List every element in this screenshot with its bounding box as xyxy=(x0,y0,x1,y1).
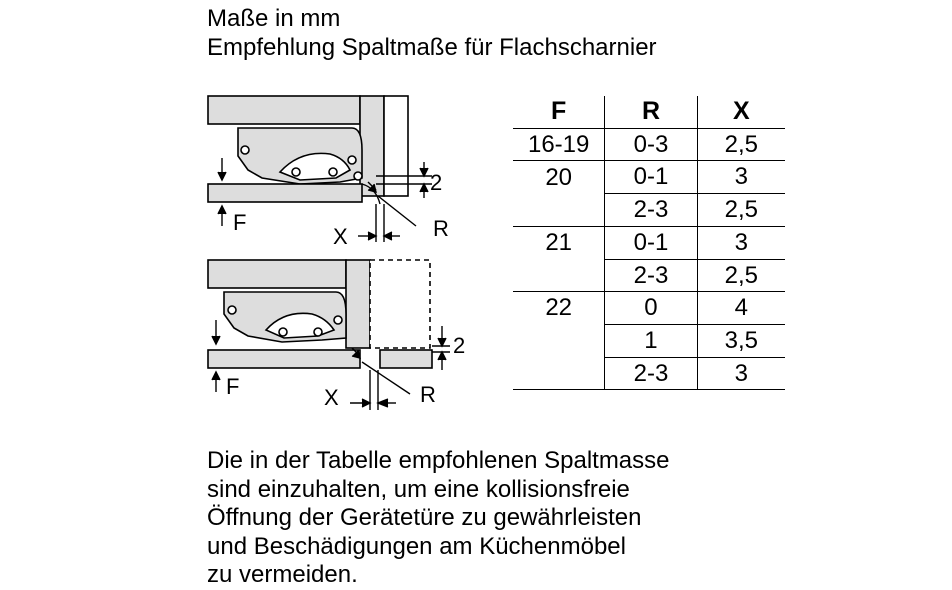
cell-r: 0-3 xyxy=(605,128,697,161)
hinge-diagram-top xyxy=(208,96,408,202)
f-label-top: F xyxy=(233,210,247,235)
paragraph-line: Die in der Tabelle empfohlenen Spaltmasse xyxy=(207,447,670,474)
table-row xyxy=(513,226,785,259)
gap-table xyxy=(513,96,785,390)
r-label-bottom: R xyxy=(420,382,436,407)
cell-f xyxy=(513,259,605,292)
cabinet-top-panel-2 xyxy=(208,260,346,288)
cell-r: 2-3 xyxy=(605,194,697,227)
cell-r: 0-1 xyxy=(605,226,697,259)
cabinet-side-panel-2 xyxy=(346,260,370,348)
carcass-bottom-panel xyxy=(208,184,362,202)
cell-f xyxy=(513,357,605,390)
cell-r: 0 xyxy=(605,292,697,325)
door-bottom-panel-2 xyxy=(380,350,432,368)
table-header-row xyxy=(513,96,785,128)
table-row xyxy=(513,292,785,325)
table-row xyxy=(513,194,785,227)
cell-r: 2-3 xyxy=(605,259,697,292)
column-header-r: R xyxy=(605,96,697,128)
paragraph-line: sind einzuhalten, um eine kollisionsfreie xyxy=(207,475,630,503)
paragraph-line: zu vermeiden. xyxy=(207,561,358,588)
paragraph-line: und Beschädigungen am Küchenmöbel xyxy=(207,532,626,560)
x-label-bottom: X xyxy=(324,385,339,410)
table-row xyxy=(513,128,785,161)
table-row xyxy=(513,357,785,390)
hinge-diagram-svg xyxy=(200,88,480,418)
dimensions-unit-heading: Maße in mm xyxy=(207,5,341,32)
table-row xyxy=(513,259,785,292)
cell-f xyxy=(513,324,605,357)
cell-r: 0-1 xyxy=(605,161,697,194)
f-label-bottom: F xyxy=(226,374,240,399)
cell-x: 3,5 xyxy=(697,324,785,357)
cell-f xyxy=(513,194,605,227)
cell-f: 16-19 xyxy=(513,128,605,161)
door-panel xyxy=(384,96,408,196)
gap-recommendation-heading: Empfehlung Spaltmaße für Flachscharnier xyxy=(207,34,657,61)
cell-x: 4 xyxy=(697,292,785,325)
door-panel-2 xyxy=(370,260,430,348)
cell-r: 1 xyxy=(605,324,697,357)
hinge-diagram-bottom xyxy=(208,260,432,368)
cell-x: 3 xyxy=(697,161,785,194)
instruction-paragraph xyxy=(207,447,827,590)
cell-f: 21 xyxy=(545,229,573,257)
cabinet-top-panel xyxy=(208,96,360,124)
cell-r: 2-3 xyxy=(605,357,697,390)
paragraph-line: Öffnung der Gerätetüre zu gewährleisten xyxy=(207,504,642,531)
carcass-bottom-panel-2 xyxy=(208,350,360,368)
gap-2-label-bottom: 2 xyxy=(453,333,466,358)
cabinet-side-panel xyxy=(360,96,384,196)
hinge-diagrams xyxy=(200,88,480,418)
cell-x: 2,5 xyxy=(697,259,785,292)
cell-x: 3 xyxy=(697,357,785,390)
gap-2-label-top: 2 xyxy=(430,170,443,195)
x-label-top: X xyxy=(333,224,348,249)
table-row xyxy=(513,324,785,357)
cell-x: 2,5 xyxy=(697,128,785,161)
column-header-x: X xyxy=(697,96,785,128)
cell-f: 20 xyxy=(545,163,573,191)
cell-x: 2,5 xyxy=(697,194,785,227)
cell-f: 22 xyxy=(545,294,573,322)
r-label-top: R xyxy=(433,216,449,241)
cell-x: 3 xyxy=(697,226,785,259)
table-row xyxy=(513,161,785,194)
column-header-f: F xyxy=(513,96,605,128)
